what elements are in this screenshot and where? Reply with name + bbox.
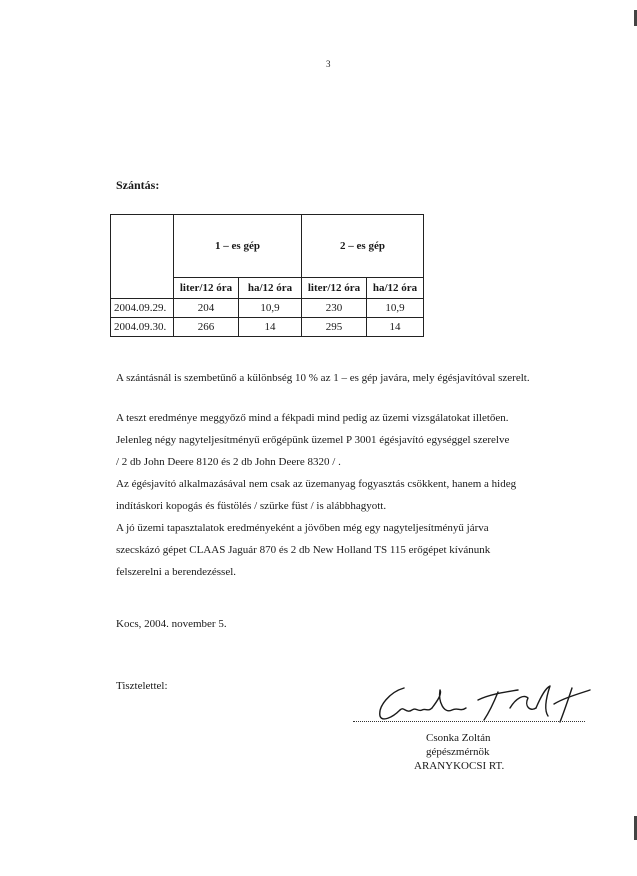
table-row (111, 318, 424, 337)
closing-salutation: Tisztelettel: (116, 680, 168, 692)
table-cell: 295 (302, 318, 367, 337)
table-header-row (111, 215, 424, 278)
paragraph-line: / 2 db John Deere 8120 és 2 db John Deere 8320 / . (116, 456, 341, 468)
table-column-header: liter/12 óra (174, 278, 239, 299)
table-cell: 10,9 (367, 299, 424, 318)
table-cell-date: 2004.09.29. (111, 299, 174, 318)
table-cell: 10,9 (239, 299, 302, 318)
paragraph-result: A szántásnál is szembetűnő a különbség 10 % az 1 – es gép javára, mely égésjavítóval szerelt. (116, 372, 530, 384)
signatory-company: ARANYKOCSI RT. (414, 760, 505, 772)
section-title: Szántás: (116, 178, 160, 192)
table-cell: 14 (367, 318, 424, 337)
table-row (111, 299, 424, 318)
table-group-header: 2 – es gép (302, 215, 424, 278)
fuel-consumption-table (110, 214, 424, 337)
table-column-header: ha/12 óra (239, 278, 302, 299)
table-corner-cell (111, 215, 174, 299)
table-column-header: liter/12 óra (302, 278, 367, 299)
paragraph-line: szecskázó gépet CLAAS Jaguár 870 és 2 db New Holland TS 115 erőgépet kívánunk (116, 544, 491, 556)
paragraph-line: felszerelni a berendezéssel. (116, 566, 237, 578)
table-cell: 230 (302, 299, 367, 318)
paragraph-line: indításkori kopogás és füstölés / szürke füst / is alábbhagyott. (116, 500, 387, 512)
paragraph-line: A teszt eredménye meggyőző mind a fékpadi mind pedig az üzemi vizsgálatokat illetően. (116, 412, 509, 424)
paragraph-line: A jó üzemi tapasztalatok eredményeként a jövőben még egy nagyteljesítményű járva (116, 522, 489, 534)
table-cell-date: 2004.09.30. (111, 318, 174, 337)
signatory-title: gépészmérnök (426, 746, 490, 758)
page-number: 3 (326, 59, 331, 69)
paragraph-line: Jelenleg négy nagyteljesítményű erőgépünk üzemel P 3001 égésjavító egységgel szerelve (116, 434, 510, 446)
paragraph-line: Az égésjavító alkalmazásával nem csak az üzemanyag fogyasztás csökkent, hanem a hideg (116, 478, 517, 490)
table-group-header: 1 – es gép (174, 215, 302, 278)
signature-line (353, 721, 585, 722)
signatory-name: Csonka Zoltán (426, 732, 491, 744)
table-column-header: ha/12 óra (367, 278, 424, 299)
table-cell: 266 (174, 318, 239, 337)
place-date: Kocs, 2004. november 5. (116, 618, 227, 630)
table-cell: 14 (239, 318, 302, 337)
table-cell: 204 (174, 299, 239, 318)
